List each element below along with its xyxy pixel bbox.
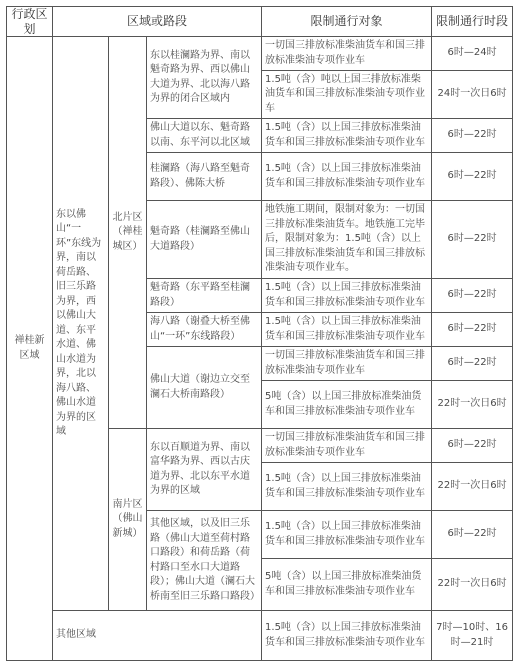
restriction-object: 地铁施工期间，限制对象为：一切国三排放标准柴油货车。地铁施工完毕后，限制对象为：1.5吨（含）以上国三排放标准柴油货车和国三排放标准柴油专项作业车。: [262, 201, 432, 279]
restriction-time: 6时—24时: [432, 37, 513, 71]
north-area-row: 海八路（谢叠大桥至佛山“一环”东线路段）: [147, 313, 262, 347]
header-restricted-time: 限制通行时段: [432, 7, 513, 37]
header-restricted-vehicles: 限制通行对象: [262, 7, 432, 37]
restriction-time: 6时—22时: [432, 119, 513, 153]
restriction-object: 1.5吨（含）以上国三排放标准柴油货车和国三排放标准柴油专项作业车: [262, 119, 432, 153]
north-area-label: 北片区（禅桂城区）: [109, 37, 147, 429]
district-cell: 禅桂新区域: [7, 37, 53, 661]
restriction-object: 1.5吨（含）以上国三排放标准柴油货车和国三排放标准柴油专项作业车: [262, 463, 432, 511]
restriction-object: 5吨（含）以上国三排放标准柴油货车和国三排放标准柴油专项作业车: [262, 559, 432, 611]
restriction-time: 6时—22时: [432, 429, 513, 463]
restriction-time: 22时一次日6时: [432, 463, 513, 511]
restriction-table-sheet: [6, 6, 512, 660]
restriction-object: 1.5吨（含）以上国三排放标准柴油货车和国三排放标准柴油专项作业车: [262, 511, 432, 559]
north-area-row: 魁奇路（东平路至桂澜路段）: [147, 279, 262, 313]
restriction-object: 一切国三排放标准柴油货车和国三排放标准柴油专项作业车: [262, 347, 432, 381]
restriction-object: 一切国三排放标准柴油货车和国三排放标准柴油专项作业车: [262, 37, 432, 71]
south-area-row: 东以百顺道为界、南以富华路为界、西以古庆道为界、北以东平水道为界的区域: [147, 429, 262, 511]
north-area-row: 魁奇路（桂澜路至佛山大道路段）: [147, 201, 262, 279]
restriction-object: 5吨（含）以上国三排放标准柴油货车和国三排放标准柴油专项作业车: [262, 381, 432, 429]
header-area: 区域或路段: [53, 7, 262, 37]
restriction-object: 1.5吨（含）以上国三排放标准柴油货车和国三排放标准柴油专项作业车: [262, 611, 432, 661]
restriction-table: [6, 6, 513, 661]
north-area-row: 东以桂澜路为界、南以魁奇路为界、西以佛山大道为界、北以海八路为界的闭合区域内: [147, 37, 262, 119]
restriction-time: 6时—22时: [432, 201, 513, 279]
restriction-object: 1.5吨（含）以上国三排放标准柴油货车和国三排放标准柴油专项作业车: [262, 279, 432, 313]
restriction-time: 22时一次日6时: [432, 381, 513, 429]
restriction-time: 22时一次日6时: [432, 559, 513, 611]
north-area-row: 桂澜路（海八路至魁奇路段）、佛陈大桥: [147, 153, 262, 201]
restriction-time: 6时—22时: [432, 279, 513, 313]
other-area-label: 其他区域: [53, 611, 262, 661]
scope-description-cell: 东以佛山“一环”东线为界，南以荷岳路、旧三乐路为界，西以佛山大道、东平水道、佛山水道为界，北以海八路、佛山水道为界的区域: [53, 37, 109, 611]
restriction-time: 6时—22时: [432, 313, 513, 347]
restriction-time: 6时—22时: [432, 511, 513, 559]
north-area-row: 佛山大道（谢边立交至澜石大桥南路段）: [147, 347, 262, 429]
restriction-object: 一切国三排放标准柴油货车和国三排放标准柴油专项作业车: [262, 429, 432, 463]
south-area-label: 南片区（佛山新城）: [109, 429, 147, 611]
restriction-object: 1.5吨（含）吨以上国三排放标准柴油货车和国三排放标准柴油专项作业车: [262, 71, 432, 119]
restriction-time: 7时—10时、16时—21时: [432, 611, 513, 661]
restriction-object: 1.5吨（含）以上国三排放标准柴油货车和国三排放标准柴油专项作业车: [262, 313, 432, 347]
restriction-time: 6时—22时: [432, 153, 513, 201]
restriction-object: 1.5吨（含）以上国三排放标准柴油货车和国三排放标准柴油专项作业车: [262, 153, 432, 201]
restriction-time: 6时—22时: [432, 347, 513, 381]
south-area-row: 其他区域，以及旧三乐路（佛山大道至荷村路口路段）和荷岳路（荷村路口至水口大道路段）；佛山大道（澜石大桥南至旧三乐路口路段）: [147, 511, 262, 611]
header-district: 行政区划: [7, 7, 53, 37]
north-area-row: 佛山大道以东、魁奇路以南、东平河以北区域: [147, 119, 262, 153]
restriction-time: 24时一次日6时: [432, 71, 513, 119]
